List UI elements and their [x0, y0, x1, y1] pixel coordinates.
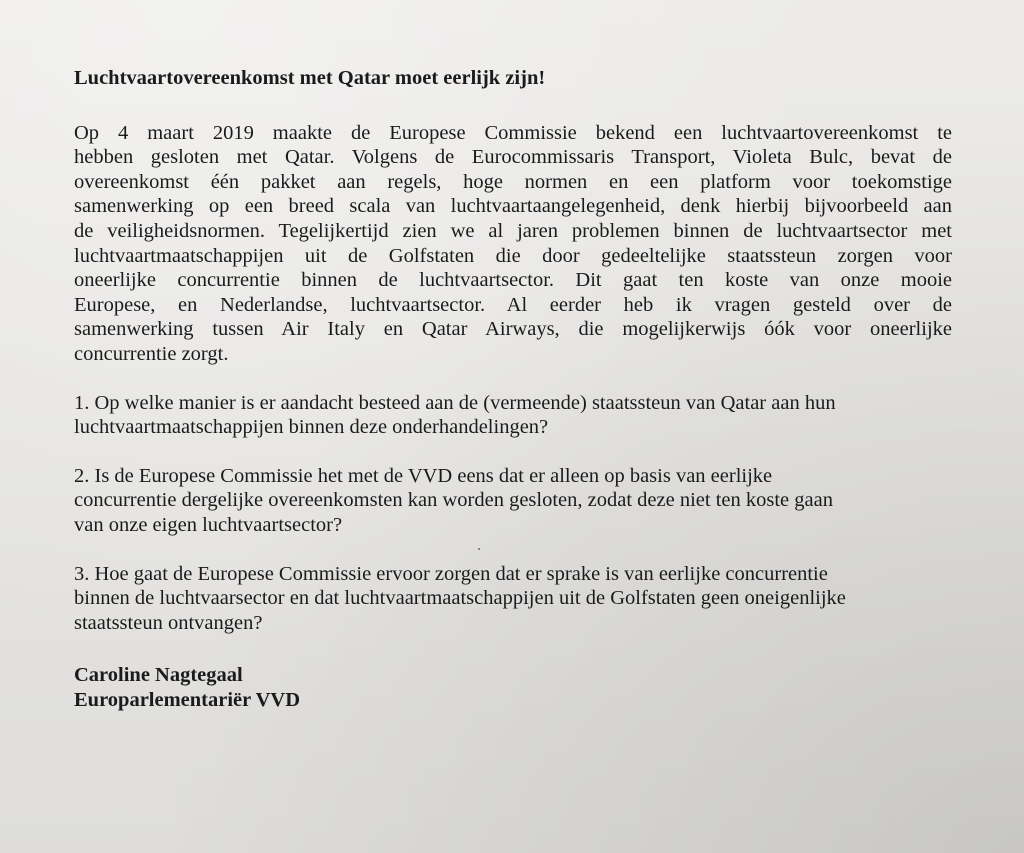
intro-line: samenwerking op een breed scala van luchtvaartaangelegenheid, denk hierbij bijvoorbeeld aan	[74, 195, 952, 218]
intro-line: overeenkomst één pakket aan regels, hoge normen en een platform voor toekomstige	[74, 170, 952, 193]
signature-block	[74, 663, 952, 712]
intro-line: concurrentie zorgt.	[74, 342, 229, 365]
question-line: 3. Hoe gaat de Europese Commissie ervoor zorgen dat er sprake is van eerlijke concurrentie	[74, 562, 828, 585]
question-2	[74, 464, 952, 538]
intro-line: hebben gesloten met Qatar. Volgens de Eurocommissaris Transport, Violeta Bulc, bevat de	[74, 146, 952, 169]
paper-speck	[478, 548, 480, 550]
document-title: Luchtvaartovereenkomst met Qatar moet eerlijk zijn!	[74, 67, 546, 89]
letter-body	[74, 66, 952, 712]
question-line: 1. Op welke manier is er aandacht besteed aan de (vermeende) staatssteun van Qatar aan hun	[74, 391, 836, 414]
intro-paragraph	[74, 121, 952, 367]
intro-line: Op 4 maart 2019 maakte de Europese Commissie bekend een luchtvaartovereenkomst te	[74, 121, 952, 144]
intro-line: oneerlijke concurrentie binnen de luchtvaartsector. Dit gaat ten koste van onze mooie	[74, 269, 952, 292]
question-line: 2. Is de Europese Commissie het met de VVD eens dat er alleen op basis van eerlijke	[74, 464, 773, 487]
signature-role: Europarlementariër VVD	[74, 688, 301, 711]
intro-line: luchtvaartmaatschappijen uit de Golfstaten die door gedeeltelijke staatssteun zorgen voor	[74, 244, 952, 267]
intro-line: Europese, en Nederlandse, luchtvaartsector. Al eerder heb ik vragen gesteld over de	[74, 293, 952, 316]
question-line: van onze eigen luchtvaartsector?	[74, 513, 343, 536]
question-1	[74, 391, 952, 440]
question-line: staatssteun ontvangen?	[74, 611, 263, 634]
question-line: luchtvaartmaatschappijen binnen deze onderhandelingen?	[74, 416, 549, 439]
question-3	[74, 562, 952, 636]
intro-line: samenwerking tussen Air Italy en Qatar Airways, die mogelijkerwijs óók voor oneerlijke	[74, 318, 952, 341]
signature-name: Caroline Nagtegaal	[74, 664, 243, 687]
intro-line: de veiligheidsnormen. Tegelijkertijd zien we al jaren problemen binnen de luchtvaartsector met	[74, 219, 952, 242]
question-line: binnen de luchtvaarsector en dat luchtvaartmaatschappijen uit de Golfstaten geen oneigenlijke	[74, 587, 846, 610]
question-line: concurrentie dergelijke overeenkomsten kan worden gesloten, zodat deze niet ten koste gaan	[74, 489, 833, 512]
